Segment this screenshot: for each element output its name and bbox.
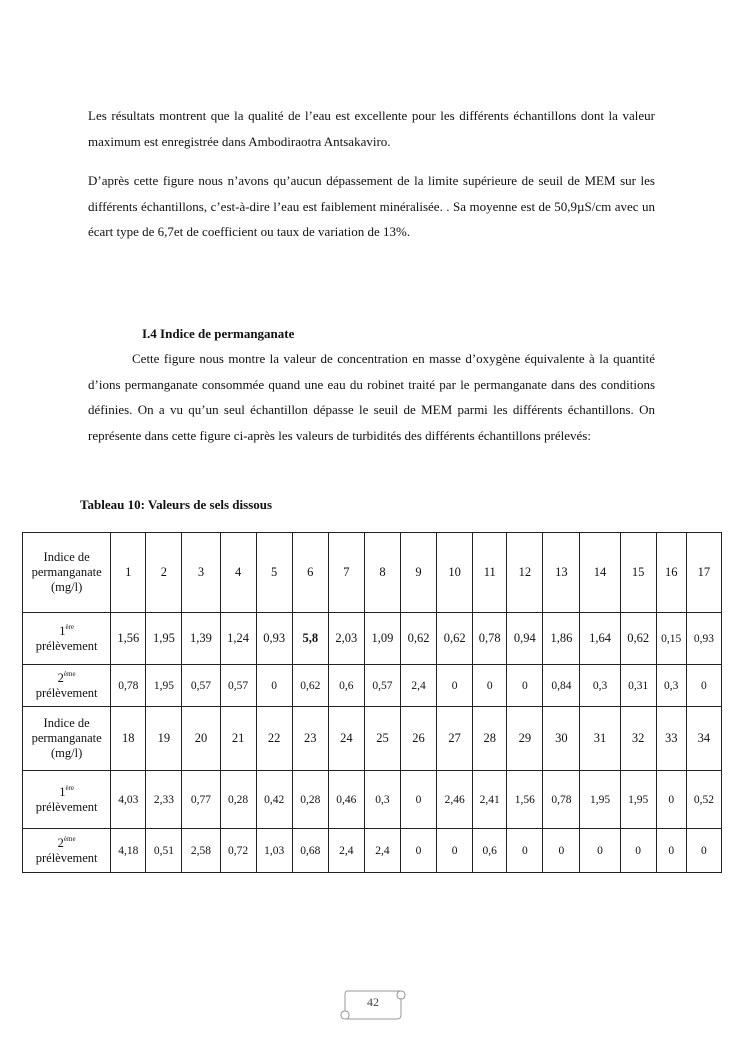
table-cell: 0,46 xyxy=(328,771,364,829)
table-cell: 1,95 xyxy=(620,771,656,829)
table-cell: 0 xyxy=(401,771,437,829)
table-cell: 5 xyxy=(256,533,292,613)
table-cell: 14 xyxy=(580,533,620,613)
table-cell: 4,18 xyxy=(111,829,146,873)
section-heading: I.4 Indice de permanganate xyxy=(142,326,295,341)
table-cell: 2,58 xyxy=(182,829,220,873)
label-number: 2 xyxy=(57,835,64,850)
table-cell: 0 xyxy=(401,829,437,873)
table-cell: 0,78 xyxy=(111,665,146,707)
table-cell: 0,15 xyxy=(656,613,686,665)
table-cell: 0 xyxy=(437,829,473,873)
table-cell: 10 xyxy=(437,533,473,613)
label-text: prélèvement xyxy=(35,685,98,700)
second-sampling-label xyxy=(23,829,111,873)
second-sampling-label xyxy=(23,665,111,707)
table-row xyxy=(23,771,722,829)
table-cell: 0 xyxy=(656,829,686,873)
label-text: prélèvement xyxy=(35,799,98,814)
table-cell: 3 xyxy=(182,533,220,613)
label-text: prélèvement xyxy=(35,638,98,653)
table-row xyxy=(23,829,722,873)
table-cell: 25 xyxy=(364,707,400,771)
table-cell: 1,95 xyxy=(580,771,620,829)
table-cell: 0,78 xyxy=(543,771,580,829)
table-cell: 1,64 xyxy=(580,613,620,665)
table-cell: 17 xyxy=(686,533,721,613)
table-cell: 32 xyxy=(620,707,656,771)
table-cell: 0,93 xyxy=(256,613,292,665)
first-sampling-label xyxy=(23,771,111,829)
first-sampling-label xyxy=(23,613,111,665)
label-number: 1 xyxy=(59,784,66,799)
table-cell: 0,78 xyxy=(473,613,507,665)
table-cell: 0,28 xyxy=(292,771,328,829)
table-row xyxy=(23,665,722,707)
table-cell: 2,03 xyxy=(328,613,364,665)
table-cell: 31 xyxy=(580,707,620,771)
table-cell: 0,62 xyxy=(292,665,328,707)
table-cell: 19 xyxy=(146,707,182,771)
table-cell: 1,56 xyxy=(111,613,146,665)
table-row xyxy=(23,707,722,771)
label-number: 2 xyxy=(57,670,64,685)
table-cell: 2 xyxy=(146,533,182,613)
table-cell: 22 xyxy=(256,707,292,771)
label-superscript: ème xyxy=(63,834,76,843)
table-cell: 0,51 xyxy=(146,829,182,873)
table-cell: 11 xyxy=(473,533,507,613)
table-cell: 0 xyxy=(656,771,686,829)
table-cell: 1,03 xyxy=(256,829,292,873)
table-cell: 0,6 xyxy=(328,665,364,707)
table-cell: 1,95 xyxy=(146,613,182,665)
table-cell: 0,42 xyxy=(256,771,292,829)
table-cell: 2,33 xyxy=(146,771,182,829)
table-cell: 20 xyxy=(182,707,220,771)
table-cell: 8 xyxy=(364,533,400,613)
paragraph-permanganate: Cette figure nous montre la valeur de concentration en masse d’oxygène équivalente à la quantité d’ions permanganate consommée quand une eau du robinet traité par le permanganate dans des conditions définies. On a vu qu’un seul échantillon dépasse le seuil de MEM parmi les différents échantillons. On représente dans cette figure ci-après les valeurs de turbidités des différents échantillons prélevés: xyxy=(88,351,655,443)
table-cell: 0,57 xyxy=(220,665,256,707)
table-cell: 2,4 xyxy=(364,829,400,873)
label-superscript: ère xyxy=(65,622,75,631)
header-label: Indice de permanganate (mg/l) xyxy=(23,707,111,771)
table-cell: 0 xyxy=(620,829,656,873)
table-cell: 26 xyxy=(401,707,437,771)
table-cell: 0,62 xyxy=(620,613,656,665)
table-cell: 0 xyxy=(473,665,507,707)
table-cell: 15 xyxy=(620,533,656,613)
table-cell: 0 xyxy=(580,829,620,873)
page-number-scroll xyxy=(339,985,407,1023)
table-cell: 12 xyxy=(507,533,543,613)
table-cell: 0 xyxy=(543,829,580,873)
table-cell: 1,95 xyxy=(146,665,182,707)
table-cell: 24 xyxy=(328,707,364,771)
table-cell: 0,72 xyxy=(220,829,256,873)
permanganate-table xyxy=(22,532,722,873)
table-cell: 6 xyxy=(292,533,328,613)
label-text: prélèvement xyxy=(35,850,98,865)
table-cell: 21 xyxy=(220,707,256,771)
table-cell: 5,8 xyxy=(292,613,328,665)
paragraph-mem: D’après cette figure nous n’avons qu’aucun dépassement de la limite supérieure de seuil de MEM sur les différents échantillons, c’est-à-dire l’eau est faiblement minéralisée. . Sa moyenne est de 50,9µS/cm avec un écart type de 6,7et de coefficient ou taux de variation de 13%. xyxy=(88,173,655,239)
table-cell: 0 xyxy=(686,829,721,873)
table-cell: 28 xyxy=(473,707,507,771)
table-cell: 29 xyxy=(507,707,543,771)
table-cell: 0,6 xyxy=(473,829,507,873)
paragraph-results: Les résultats montrent que la qualité de l’eau est excellente pour les différents échantillons dont la valeur maximum est enregistrée dans Ambodiraotra Antsakaviro. xyxy=(88,108,655,149)
label-superscript: ème xyxy=(63,669,76,678)
table-cell: 0,31 xyxy=(620,665,656,707)
table-cell: 13 xyxy=(543,533,580,613)
page-number: 42 xyxy=(367,995,379,1009)
label-superscript: ère xyxy=(65,783,75,792)
table-cell: 1,86 xyxy=(543,613,580,665)
table-cell: 2,46 xyxy=(437,771,473,829)
table-caption: Tableau 10: Valeurs de sels dissous xyxy=(80,497,273,512)
table-cell: 1,56 xyxy=(507,771,543,829)
table-cell: 30 xyxy=(543,707,580,771)
table-cell: 0,52 xyxy=(686,771,721,829)
table-row xyxy=(23,613,722,665)
table-cell: 0,57 xyxy=(364,665,400,707)
table-cell: 2,4 xyxy=(401,665,437,707)
table-cell: 9 xyxy=(401,533,437,613)
table-cell: 27 xyxy=(437,707,473,771)
table-cell: 1 xyxy=(111,533,146,613)
table-cell: 7 xyxy=(328,533,364,613)
table-cell: 0,62 xyxy=(437,613,473,665)
table-cell: 1,09 xyxy=(364,613,400,665)
table-cell: 0 xyxy=(437,665,473,707)
table-cell: 0,57 xyxy=(182,665,220,707)
table-cell: 0 xyxy=(256,665,292,707)
table-cell: 4 xyxy=(220,533,256,613)
table-cell: 0,93 xyxy=(686,613,721,665)
header-label: Indice de permanganate (mg/l) xyxy=(23,533,111,613)
table-cell: 34 xyxy=(686,707,721,771)
table-cell: 0,62 xyxy=(401,613,437,665)
table-row xyxy=(23,533,722,613)
table-cell: 18 xyxy=(111,707,146,771)
table-cell: 0,3 xyxy=(580,665,620,707)
table-cell: 33 xyxy=(656,707,686,771)
table-cell: 1,24 xyxy=(220,613,256,665)
table-cell: 4,03 xyxy=(111,771,146,829)
table-cell: 23 xyxy=(292,707,328,771)
table-cell: 2,4 xyxy=(328,829,364,873)
table-cell: 0,94 xyxy=(507,613,543,665)
table-cell: 2,41 xyxy=(473,771,507,829)
table-cell: 0 xyxy=(507,665,543,707)
table-cell: 0,3 xyxy=(656,665,686,707)
table-cell: 0,3 xyxy=(364,771,400,829)
table-cell: 0,84 xyxy=(543,665,580,707)
table-cell: 0 xyxy=(507,829,543,873)
table-cell: 0 xyxy=(686,665,721,707)
table-cell: 1,39 xyxy=(182,613,220,665)
table-cell: 0,77 xyxy=(182,771,220,829)
table-cell: 0,28 xyxy=(220,771,256,829)
label-number: 1 xyxy=(59,623,66,638)
table-cell: 0,68 xyxy=(292,829,328,873)
table-cell: 16 xyxy=(656,533,686,613)
